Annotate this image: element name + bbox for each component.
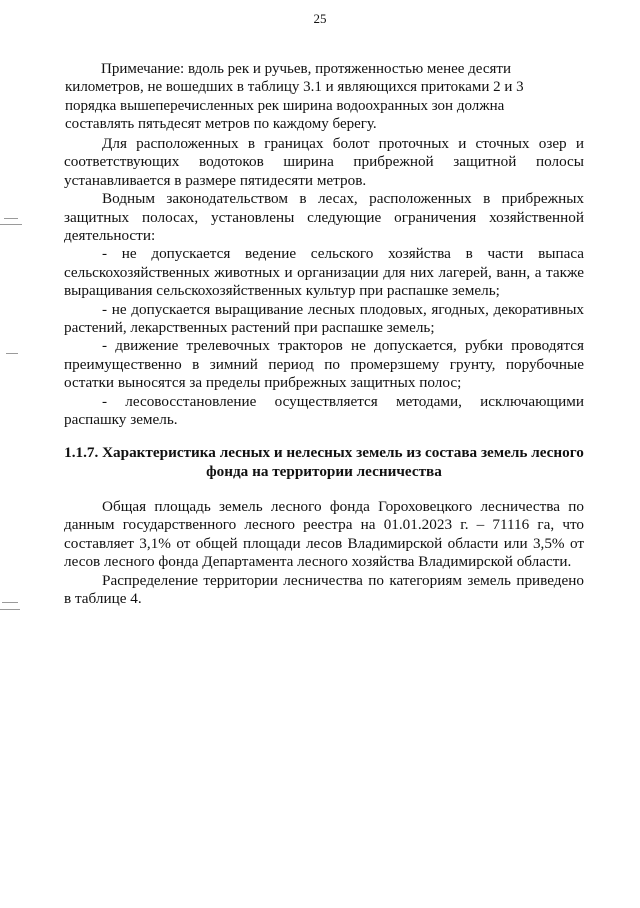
paragraph-restrictions-intro: Водным законодательством в лесах, расположенных в прибрежных защитных полосах, установлены следующие ограничения хозяйственной деятельности: <box>64 190 584 245</box>
paragraph-table-reference: Распределение территории лесничества по категориям земель приведено в таблице 4. <box>64 571 584 608</box>
note-line-2: километров, не вошедших в таблицу 3.1 и являющихся притоками 2 и 3 порядка вышеперечисленных рек ширина водоохранных зон должна составлять пятьдесят метров по каждому берегу. <box>65 79 524 133</box>
paragraph-total-area: Общая площадь земель лесного фонда Гороховецкого лесничества по данным государственного лесного реестра на 01.01.2023 г. – 71116 га, что составляет 3,1% от общей площади лесов Владимирской области или 3,5% от лесов лесного фонда Департамента лесного хозяйства Владимирской области. <box>64 498 584 571</box>
note-block <box>65 60 557 134</box>
restriction-item-reforestation: - лесовосстановление осуществляется методами, исключающими распашку земель. <box>64 392 584 429</box>
restriction-item-tractors: - движение трелевочных тракторов не допускается, рубки проводятся преимущественно в зимний период по промерзшему грунту, порубочные остатки выносятся за пределы прибрежных защитных полос; <box>64 337 584 392</box>
scan-mark-2 <box>0 350 30 370</box>
body-text-bottom <box>64 498 584 608</box>
scan-mark-1 <box>0 216 30 236</box>
note-line-1: Примечание: вдоль рек и ручьев, протяженностью менее десяти <box>101 61 511 77</box>
body-text-top <box>64 135 584 430</box>
paragraph-bog-lakes: Для расположенных в границах болот проточных и сточных озер и соответствующих водотоков ширина прибрежной защитной полосы устанавливается в размере пятидесяти метров. <box>64 135 584 189</box>
restriction-item-plants: - не допускается выращивание лесных плодовых, ягодных, декоративных растений, лекарственных растений при распашке земель; <box>64 300 584 337</box>
restriction-item-agriculture: - не допускается ведение сельского хозяйства в части выпаса сельскохозяйственных животных и организации для них лагерей, ванн, а также выращивания сельскохозяйственных культур при распашке земель; <box>64 245 584 300</box>
scan-mark-3 <box>0 600 30 620</box>
section-heading: 1.1.7. Характеристика лесных и нелесных земель из состава земель лесного фонда на территории лесничества <box>64 444 584 480</box>
page-number: 25 <box>313 11 327 26</box>
